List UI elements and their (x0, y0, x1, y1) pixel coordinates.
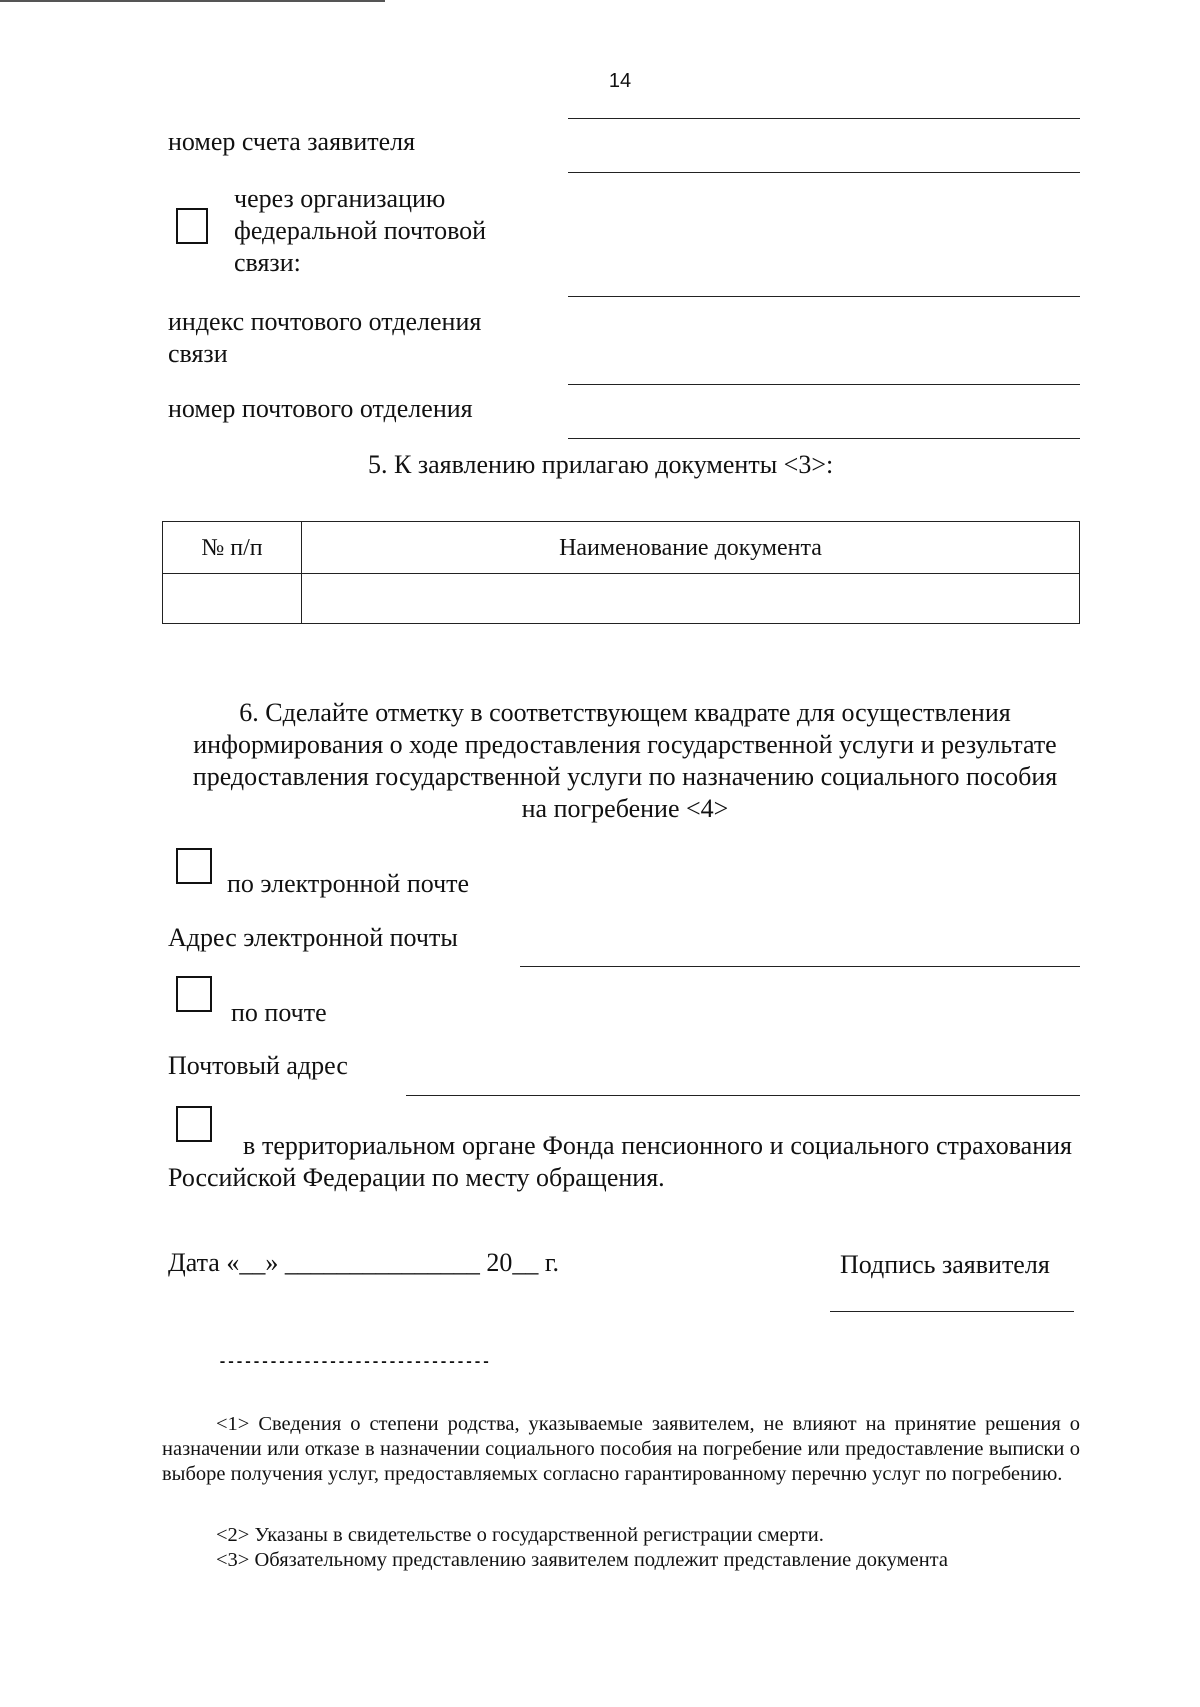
table-cell-name[interactable] (302, 574, 1080, 624)
section5-heading: 5. К заявлению прилагаю документы <3>: (368, 450, 834, 479)
account-number-line-top (568, 118, 1080, 119)
post-office-number-label: номер почтового отделения (168, 394, 473, 423)
table-cell-number[interactable] (163, 574, 302, 624)
page-number: 14 (608, 70, 632, 92)
signature-label: Подпись заявителя (840, 1250, 1050, 1279)
col-header-number: № п/п (163, 522, 302, 574)
post-delivery-checkbox[interactable] (176, 208, 208, 244)
post-office-line-top (568, 384, 1080, 385)
account-number-line[interactable] (568, 172, 1080, 173)
scan-edge-rule (0, 0, 385, 2)
footnote-3: <3> Обязательному представлению заявителем подлежит представление документа (216, 1549, 948, 1571)
email-checkbox[interactable] (176, 848, 212, 884)
post-delivery-label: через организацию федеральной почтовой связи: (234, 184, 487, 277)
col-header-name: Наименование документа (302, 522, 1080, 574)
post-index-label: индекс почтового отделения связи (168, 307, 482, 368)
footnote-1: <1> Сведения о степени родства, указываемые заявителем, не влияют на принятие решения о назначении или отказе в назначении социального пособия на погребение или предоставление выписки о выборе получения услуг, предоставляемых согласно гарантированному перечню услуг по погребению. (162, 1413, 1080, 1485)
footnote-separator: -------------------------------- (218, 1354, 491, 1371)
documents-table (162, 521, 1080, 624)
fund-office-label: в территориальном органе Фонда пенсионного и социального страхования Российской Федерации по месту обращения. (168, 1131, 1072, 1192)
date-field[interactable]: Дата «__» _______________ 20__ г. (168, 1248, 560, 1277)
postal-address-label: Почтовый адрес (168, 1051, 348, 1080)
email-option-label: по электронной почте (227, 869, 470, 898)
section6-heading: 6. Сделайте отметку в соответствующем квадрате для осуществления информирования о ходе предоставления государственной услуги и результате предоставления государственной услуги по назначению социального пособия на погребение <4> (192, 698, 1058, 823)
postal-address-line[interactable] (406, 1095, 1080, 1096)
signature-line[interactable] (830, 1311, 1074, 1312)
email-address-line[interactable] (520, 966, 1080, 967)
account-number-label: номер счета заявителя (168, 127, 416, 156)
post-office-number-line[interactable] (568, 438, 1080, 439)
post-option-label: по почте (231, 998, 327, 1027)
footnote-2: <2> Указаны в свидетельстве о государственной регистрации смерти. (216, 1524, 824, 1546)
email-address-label: Адрес электронной почты (168, 923, 458, 952)
post-index-line[interactable] (568, 296, 1080, 297)
post-checkbox[interactable] (176, 976, 212, 1012)
